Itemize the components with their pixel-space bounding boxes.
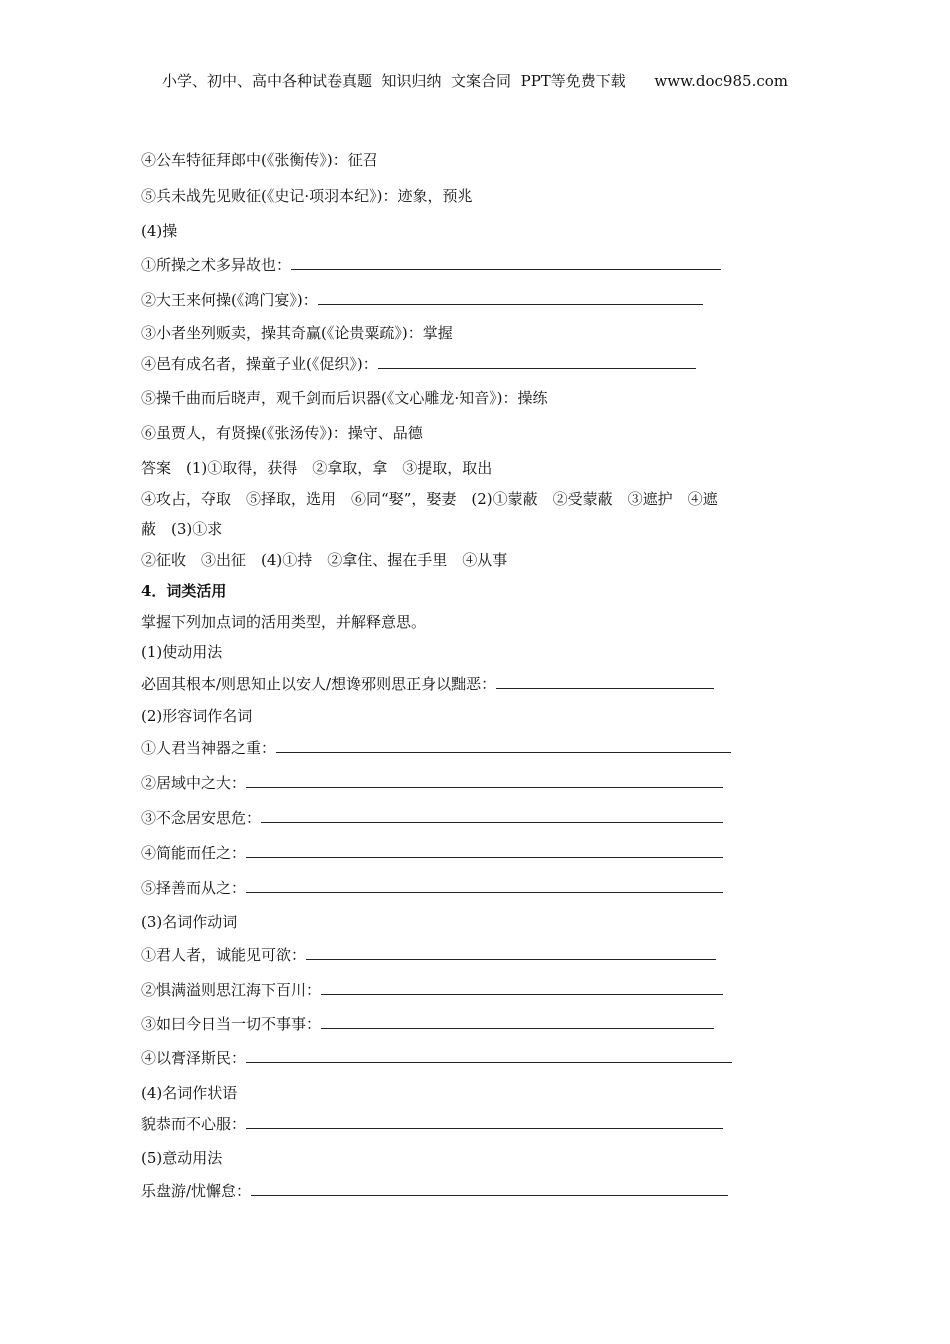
answer-blank[interactable] bbox=[246, 773, 723, 788]
section-heading: (4)名词作状语 bbox=[141, 1084, 238, 1102]
question-line bbox=[141, 808, 723, 828]
question-text: ①所操之术多异故也： bbox=[141, 256, 292, 274]
section-heading: (4)操 bbox=[141, 222, 178, 240]
answer-blank[interactable] bbox=[318, 290, 703, 305]
question-line bbox=[141, 980, 723, 1000]
section-heading: (5)意动用法 bbox=[141, 1149, 223, 1167]
question-line bbox=[141, 843, 723, 863]
question-text: ④邑有成名者，操童子业(《促织》)： bbox=[141, 355, 378, 373]
answer-blank[interactable] bbox=[291, 255, 721, 270]
question-text: 必固其根本/则思知止以安人/想谗邪则思正身以黜恶： bbox=[141, 675, 497, 693]
section-title: 4．词类活用 bbox=[141, 582, 227, 600]
question-line bbox=[141, 878, 723, 898]
question-line bbox=[141, 674, 714, 694]
answer-blank[interactable] bbox=[246, 878, 723, 893]
text-line: ⑤操千曲而后晓声，观千剑而后识器(《文心雕龙·知音》)：操练 bbox=[141, 389, 548, 407]
answer-line: ②征收 ③出征 (4)①持 ②拿住、握在手里 ④从事 bbox=[141, 551, 508, 569]
answer-blank[interactable] bbox=[246, 1114, 723, 1129]
question-line bbox=[141, 290, 703, 310]
question-line bbox=[141, 738, 731, 758]
question-text: ①人君当神器之重： bbox=[141, 739, 277, 757]
text-line: ④公车特征拜郎中(《张衡传》)：征召 bbox=[141, 151, 378, 169]
question-text: ②惧满溢则思江海下百川： bbox=[141, 981, 322, 999]
answer-blank[interactable] bbox=[246, 843, 723, 858]
answer-blank[interactable] bbox=[276, 738, 731, 753]
text-line: ⑤兵未战先见败征(《史记·项羽本纪》)：迹象，预兆 bbox=[141, 187, 473, 205]
question-text: ②居域中之大： bbox=[141, 774, 247, 792]
question-text: ⑤择善而从之： bbox=[141, 879, 247, 897]
answer-blank[interactable] bbox=[261, 808, 723, 823]
question-text: 貌恭而不心服： bbox=[141, 1115, 247, 1133]
answer-line: 蔽 (3)①求 bbox=[141, 520, 223, 538]
answer-blank[interactable] bbox=[246, 1048, 732, 1063]
question-text: ③不念居安思危： bbox=[141, 809, 262, 827]
question-line bbox=[141, 945, 716, 965]
question-line bbox=[141, 1181, 728, 1201]
question-text: ②大王来何操(《鸿门宴》)： bbox=[141, 291, 318, 309]
question-text: ④简能而任之： bbox=[141, 844, 247, 862]
answer-blank[interactable] bbox=[321, 1014, 714, 1029]
instruction: 掌握下列加点词的活用类型，并解释意思。 bbox=[141, 613, 427, 631]
section-heading: (1)使动用法 bbox=[141, 643, 223, 661]
question-text: ①君人者，诚能见可欲： bbox=[141, 946, 307, 964]
text-line: ③小者坐列贩卖，操其奇赢(《论贵粟疏》)：掌握 bbox=[141, 324, 453, 342]
answer-line: ④攻占，夺取 ⑤择取，选用 ⑥同“娶”，娶妻 (2)①蒙蔽 ②受蒙蔽 ③遮护 ④遮 bbox=[141, 490, 718, 508]
answer-blank[interactable] bbox=[496, 674, 714, 689]
page-header: 小学、初中、高中各种试卷真题 知识归纳 文案合同 PPT等免费下载 www.doc985.com bbox=[161, 72, 788, 90]
question-line bbox=[141, 1114, 723, 1134]
answer-blank[interactable] bbox=[306, 945, 716, 960]
answer-blank[interactable] bbox=[321, 980, 723, 995]
question-line bbox=[141, 773, 723, 793]
answer-blank[interactable] bbox=[251, 1181, 728, 1196]
question-line bbox=[141, 354, 696, 374]
question-text: ③如曰今日当一切不事事： bbox=[141, 1015, 322, 1033]
answer-blank[interactable] bbox=[378, 354, 696, 369]
section-heading: (2)形容词作名词 bbox=[141, 707, 253, 725]
section-heading: (3)名词作动词 bbox=[141, 913, 238, 931]
text-line: ⑥虽贾人，有贤操(《张汤传》)：操守、品德 bbox=[141, 424, 423, 442]
answer-line: 答案 (1)①取得，获得 ②拿取，拿 ③提取，取出 bbox=[141, 459, 493, 477]
question-line bbox=[141, 1048, 732, 1068]
question-text: ④以膏泽斯民： bbox=[141, 1049, 247, 1067]
question-text: 乐盘游/忧懈怠： bbox=[141, 1182, 252, 1200]
question-line bbox=[141, 255, 721, 275]
question-line bbox=[141, 1014, 714, 1034]
